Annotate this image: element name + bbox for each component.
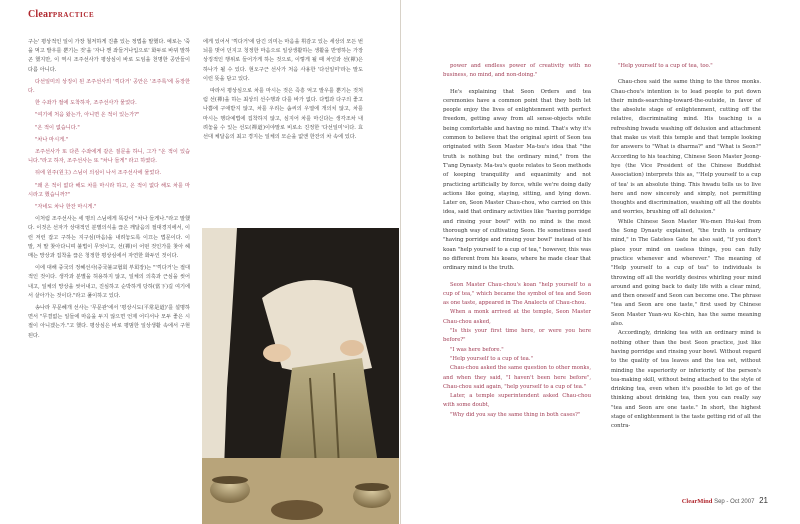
page-number: 21 [759,496,768,505]
paragraph: 구는' 평상적인 일이 가장 철저하게 진흙 있는 정법을 말했다. 예로는 '죽을 먹고 발우를 뿐기는 것'을 '자나 깬 좌들거나입으로' 화두로 바뀌 말하곤 했지만, 이 역시 조주선사가 평상심이 바로 도임을 천명한 공안들이 다름 아니다. [28,39,190,73]
korean-column-2 [203,38,363,224]
section-brand [28,9,94,20]
paragraph: Chau-chou asked the same question to other monks, and when they said, "I haven't been here before", Chau-chou said again, "help yourself to a cup of tea." [443,365,591,390]
paragraph: "자네도 차나 한잔 마시게." [35,204,97,211]
paragraph: "여기에 처음 왔는가, 아니면 온 적이 있는가?" [35,112,140,119]
paragraph: He's explaining that Seon Orders and tea ceremonies have a common point that they both let people enjoy the lives of enlightenment with perfect freedom, getting away from all sense-objects while being comfortable and having no mind. That's why it's common to believe that the original spirit of Seon tea originated with Seon Master Ma-tsu's idea that "the truth is nothing but the ordinary mind," from the T'ang Dynasty. Ma-tsu's quote relates to Seon methods of keeping tranquility and equanimity and not practicing artificially by force, while we're doing daily actions like going, staying, sitting, and lying down. Later on, Seon Master Chau-chou, who carried on this idea, said that ordinary activities like "having porridge and rinsing your bowl" with no mind is the most thorough way of cultivating Seon. He sometimes used "having porridge and rinsing your bowl" instead of his koan "help yourself to a cup of tea," however, this was no different from his koans, where he made clear that ordinary mind is the truth. [443,88,591,272]
paragraph: Seon Master Chau-chou's koan "help yourself to a cup of tea," which became the symbol of tea and Seon as one taste, appeared in The Analects of Chau-chou. [443,281,591,307]
paragraph: "차나 마시게." [35,136,69,143]
paragraph: Accordingly, drinking tea with an ordinary mind is nothing other than the best Seon practice, just like having porridge and rinsing your bowl. Without regard to the quality of tea leaves and the tea set, without minding the superiority or inferiority of the person's tea-making skill, without being attached to the style of drinking tea, even when it's possible to let go of the thinking about drinking tea, then you can really say "tea and Seon are one taste." In short, the highest stage of enlightenment is the taste getting rid of all the contra- [611,330,761,430]
paragraph: "온 적이 없습니다." [35,124,80,131]
paragraph: "Help yourself to a cup of tea, too." [618,63,713,69]
page-gutter [400,0,401,524]
paragraph: 송나라 무문혜개 선사는 '무문관'에서 '평상시도(平常是道)'를 설명하면서 "무결없는 일들에 마음을 두지 않으면 언제 어디서나 모두 좋은 시절이 아니겠는가."고 했다. 평상심은 바로 평범한 일상생활 속에서 구현된다. [28,305,190,339]
paragraph: 이처럼 조주선사는 세 명의 스님에게 똑같이 "차나 들게나."라고 말했다. 이것은 선자가 상대적인 분별의식을 끊은 깨달음의 절대경지에서, 이런 저런 잡고 구하는 지구심(마음)을 내려놓도록 이끄는 법문이다. 이 말, 저 말 찾아다니며 불법이 무엇이고, 선(禪)이 어떤 것인가를 찾아 헤매는 망상과 집착을 끊은 청정한 평상심에서 자연한 화두인 것이다. [28,216,190,260]
brand-sub: PRACTICE [52,11,95,19]
korean-column-1 [28,38,190,518]
paragraph: power and endless power of creativity with no business, no mind, and non-doing." [443,63,591,79]
footer-magazine: ClearMind [681,498,713,505]
footer-issue: Sep - Oct 2007 [714,499,755,505]
paragraph: 뒤에 원주(원主) 스님이 의심이 나서 조주선사에 물었다. [35,170,162,177]
tea-ceremony-photo [202,228,399,524]
paragraph: Chau-chou said the same thing to the three monks. Chau-chou's intention is to lead people to put down their minds-searching-toward-the-outside, in favor of the absolute stage of enlightenment, cutting off the relative, discriminating mind. His teaching is a refreshing hwadu washing off delusion and attachment that make us visit this temple and that temple looking for answers to "What is dharma?" and "What is Seon?" According to his teaching, Chinese Seon Master Jeong-hye (the Vice President of the Chinese Buddhist Association) interprets this as, "'Help yourself to a cup of tea' is an absolute thing. This hwadu tells us to live here and now sincerely and simply, not permitting thoughts and discrimination, washing off all the doubts and worries, brushing off all delusion." [611,79,761,216]
paragraph: 따라서 평상심으로 차를 마시는 것은 즉흥 억고 발우를 뿐기는 것처럼 선(禪)을 하는 최상의 선수행과 다를 바가 없다. 다법과 다구의 좋고 나쁨에 구애받지 않고, 차를 우리는 솜씨의 우열에 개의치 않고, 차를 마시는 행다예법에 집착하지 않고, 심지어 차를 마신다는 생각조차 내려놓을 수 있는 선도(禪道)이야말로 비로소 진정한 '다선일미'이다. 효선대 체달음의 최고 경지는 일체의 모순을 없앤 한잔의 차 속에 있다. [203,88,363,141]
paragraph: "I was here before." [450,346,504,353]
paragraph: 조주선사가 또 다른 수좌에게 같은 질문을 하니, 그가 "온 적이 있습니다."라고 하자, 조주선사는 또 "차나 들게" 라고 하였다. [28,149,190,165]
paragraph: "왜 온 적이 없다 해도 차를 마시라 하고, 온 적이 없다 해도 차를 마시라고 했습니까?" [28,182,190,198]
paragraph: Later, a temple superintendent asked Chau-chou with some doubt, [443,393,591,409]
paragraph: 에게 있어서 '끽다거'에 담긴 의미는 마음을 휘감고 있는 세상의 모든 번뇌를 벗어 던지고 청정한 마음으로 일상생활하는 생활을 반영하는 가장 상징적인 행위로 들어가게 하는 것으로, 이렇게 될 때 차인과 선(禪)은 하나가 될 수 있다. 현오구근 선사가 처음 사용한 '다선일미'라는 말도 이런 뜻을 담고 있다. [203,39,363,82]
page-footer [682,496,768,505]
paragraph: 다선일미의 상징이 된 조주선사의 '끽다거' 공안은 '조주록'에 등장한다. [28,78,190,95]
paragraph: While Chinese Seon Master Wu-men Hui-kai from the Song Dynasty explained, "the truth is ordinary mind," in The Gateless Gate he also said, "if you don't place your mind on useless things, you can fully practice whenever and wherever." The meaning of "Help yourself to a cup of tea" to individuals is throwing off all the worldly desires whirling your mind around and going back to daily life with a clear mind, and then oneself and Seon can become one. The phrase "tea and Seon are one taste," first used by Chinese Seon Master Yuan-wu Ko-chin, has the same meaning also. [611,218,761,328]
paragraph: "Help yourself to a cup of tea." [450,355,533,362]
english-column-2 [611,62,761,482]
paragraph: When a monk arrived at the temple, Seon Master Chau-chou asked, [443,309,591,325]
brand-main: Clear [28,9,53,20]
english-column-1 [443,62,591,488]
paragraph: "Is this your first time here, or were you here before?" [443,328,591,344]
paragraph: 한 수좌가 절에 도착하자, 조주선사가 물었다. [35,100,137,107]
paragraph: "Why did you say the same thing in both cases?" [450,411,581,418]
paragraph: 이에 대해 중국의 정혜선사(중국불교협회 부회장)는 "'끽다거'는 절대적인 것이다. 생각과 분별을 허용하지 않고, 일체의 의혹과 근심을 씻어내고, 일체의 망상을 씻어내고, 진심하고 순박하게 당하(當下)길 여기에서 살아가는 것이다."라고 풀이하고 있다. [28,265,190,299]
